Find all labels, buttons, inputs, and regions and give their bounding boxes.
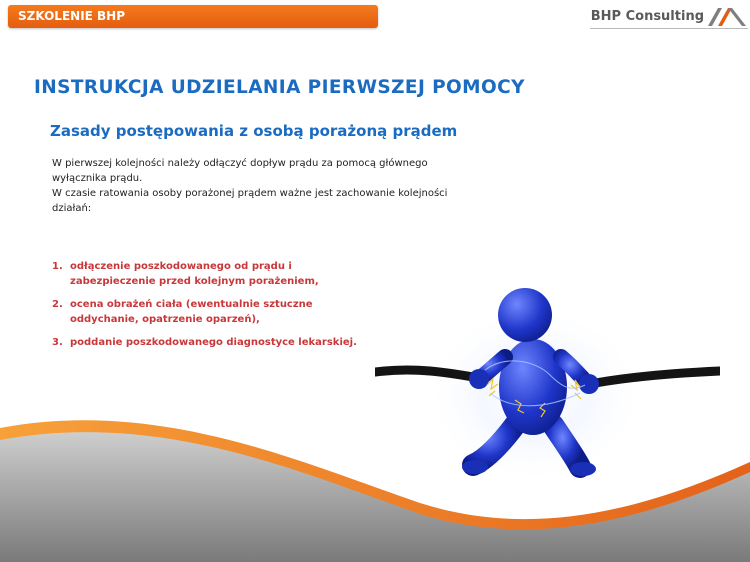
page-title: INSTRUKCJA UDZIELANIA PIERWSZEJ POMOCY xyxy=(34,77,525,98)
page-number: 380 xyxy=(684,530,704,541)
step-text: zabezpieczenie przed kolejnym porażeniem, xyxy=(70,276,319,287)
body-line: W czasie ratowania osoby porażonej prądem ważne jest zachowanie kolejności xyxy=(52,188,448,199)
step-text: ocena obrażeń ciała (ewentualnie sztuczne xyxy=(70,299,313,310)
body-line: wyłącznika prądu. xyxy=(52,173,143,184)
step-number: 2. xyxy=(52,299,63,310)
step-number: 1. xyxy=(52,261,63,272)
page-subtitle: Zasady postępowania z osobą porażoną prądem xyxy=(50,122,458,140)
step-text: oddychanie, opatrzenie oparzeń), xyxy=(70,314,260,325)
step-text: odłączenie poszkodowanego od prądu i xyxy=(70,261,292,272)
electrocution-illustration xyxy=(375,275,720,500)
step-number: 3. xyxy=(52,337,63,348)
body-line: działań: xyxy=(52,203,92,214)
step-text: poddanie poszkodowanego diagnostyce lekarskiej. xyxy=(70,337,357,348)
section-tag-label: SZKOLENIE BHP xyxy=(18,9,126,23)
brand-name: BHP Consulting xyxy=(590,8,704,24)
body-line: W pierwszej kolejności należy odłączyć dopływ prądu za pomocą głównego xyxy=(52,158,428,169)
